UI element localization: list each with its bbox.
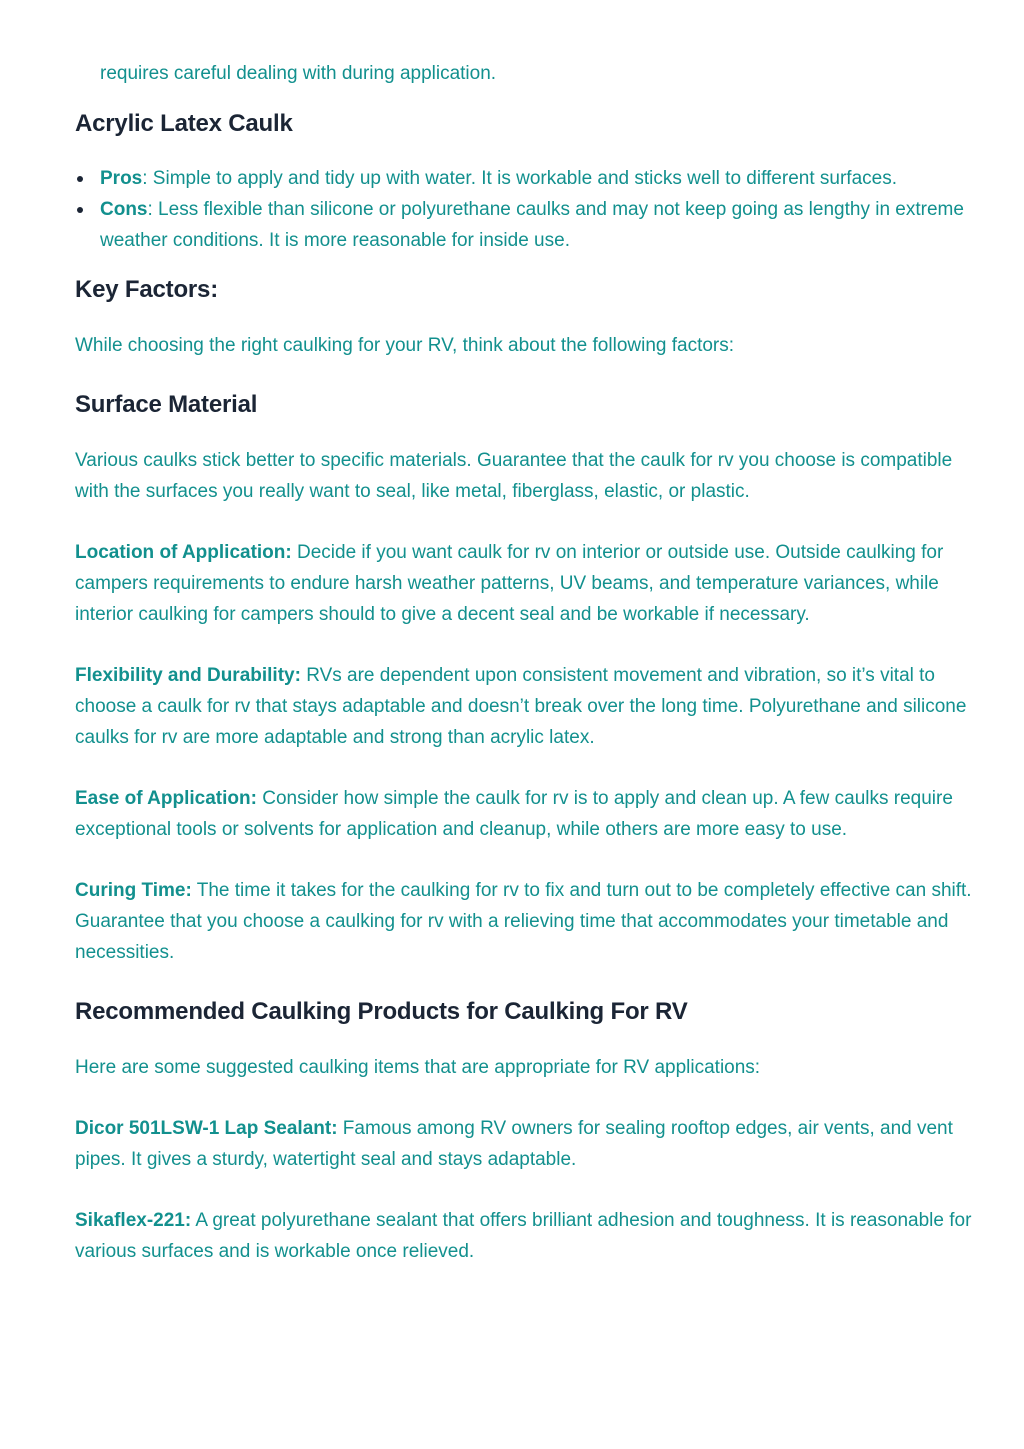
surface-material-text: Various caulks stick better to specific materials. Guarantee that the caulk for rv you choose is compatible with the surfaces you really want to seal, like metal, fiberglass, elastic, or plastic.	[75, 450, 953, 502]
surface-material-heading: Surface Material	[75, 391, 258, 418]
factor-curing	[75, 875, 980, 968]
product-text: Famous among RV owners for sealing rooftop edges, air vents, and vent pipes. It gives a sturdy, watertight seal and stays adaptable.	[75, 1118, 953, 1170]
factor-text: The time it takes for the caulking for rv to fix and turn out to be completely effective can shift. Guarantee that you choose a caulking for rv with a relieving time that accommodates your timetable and necessities.	[75, 880, 972, 963]
pros-label: Pros	[100, 168, 143, 189]
list-item-pros	[75, 163, 980, 194]
recommended-intro: Here are some suggested caulking items that are appropriate for RV applications:	[75, 1057, 761, 1078]
key-factors-intro: While choosing the right caulking for your RV, think about the following factors:	[75, 335, 735, 356]
factor-flexibility	[75, 660, 980, 753]
product-label: Dicor 501LSW-1 Lap Sealant:	[75, 1118, 338, 1139]
bullet-dot-icon	[77, 207, 83, 213]
product-dicor	[75, 1113, 980, 1175]
document-page	[75, 58, 980, 1267]
factor-text: Decide if you want caulk for rv on interior or outside use. Outside caulking for campers requirements to endure harsh weather patterns, UV beams, and temperature variances, while interior caulking for campers should to give a decent seal and be workable if necessary.	[75, 542, 944, 625]
product-label: Sikaflex-221:	[75, 1210, 192, 1231]
factor-text: RVs are dependent upon consistent movement and vibration, so it’s vital to choose a caulk for rv that stays adaptable and doesn’t break over the long time. Polyurethane and silicone caulks for rv are more adaptable and strong than acrylic latex.	[75, 665, 967, 748]
factor-label: Flexibility and Durability:	[75, 665, 301, 686]
product-text: A great polyurethane sealant that offers brilliant adhesion and toughness. It is reasonable for various surfaces and is workable once relieved.	[75, 1210, 972, 1262]
bullet-dot-icon	[77, 176, 83, 182]
factor-location	[75, 537, 980, 630]
factor-label: Location of Application:	[75, 542, 292, 563]
intro-continuation: requires careful dealing with during application.	[100, 63, 497, 84]
acrylic-latex-heading: Acrylic Latex Caulk	[75, 110, 293, 137]
factor-label: Ease of Application:	[75, 788, 257, 809]
acrylic-pros-cons-list	[75, 163, 980, 256]
key-factors-heading: Key Factors:	[75, 276, 218, 303]
factor-label: Curing Time:	[75, 880, 192, 901]
cons-text: : Less flexible than silicone or polyurethane caulks and may not keep going as lengthy in extreme weather conditions. It is more reasonable for inside use.	[100, 199, 964, 251]
cons-label: Cons	[100, 199, 148, 220]
product-sikaflex	[75, 1205, 980, 1267]
factor-ease	[75, 783, 980, 845]
factor-text: Consider how simple the caulk for rv is to apply and clean up. A few caulks require exceptional tools or solvents for application and cleanup, while others are more easy to use.	[75, 788, 953, 840]
pros-text: : Simple to apply and tidy up with water. It is workable and sticks well to different surfaces.	[142, 168, 897, 189]
recommended-heading: Recommended Caulking Products for Caulking For RV	[75, 998, 688, 1025]
list-item-cons	[75, 194, 980, 256]
